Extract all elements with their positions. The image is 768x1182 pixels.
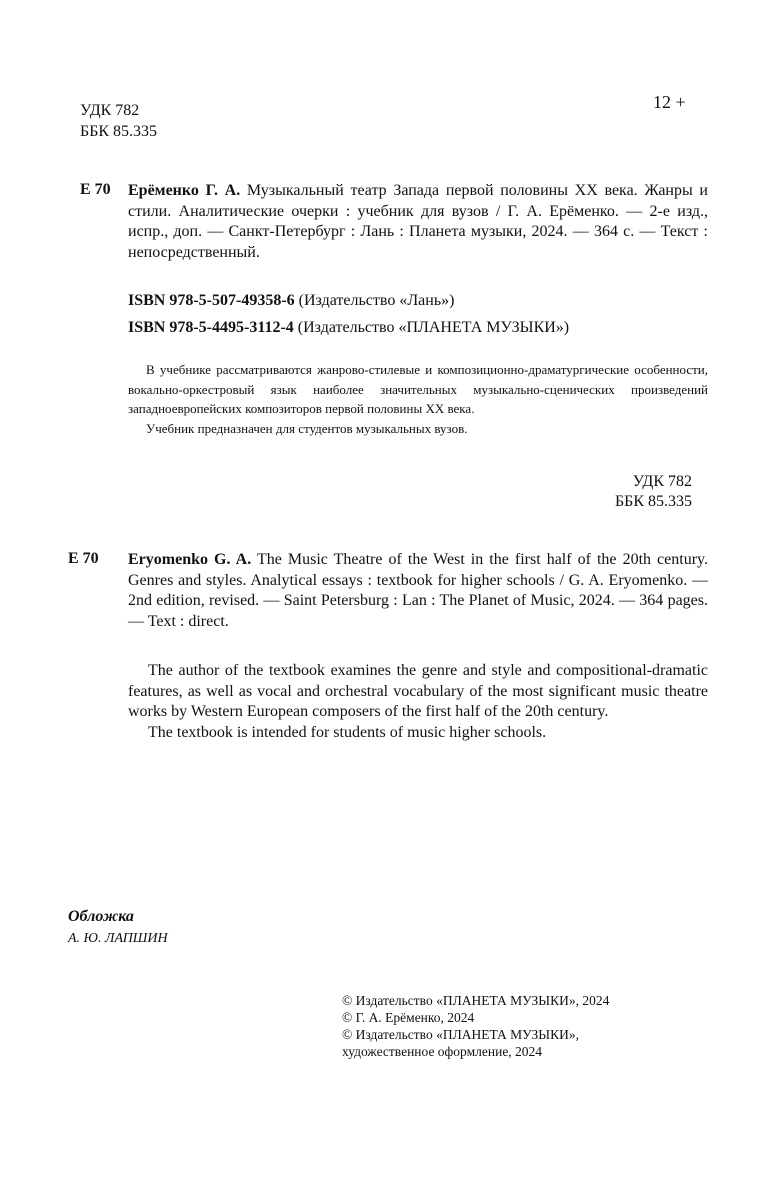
abstract-en-paragraph-1: The author of the textbook examines the genre and style and compositional-dramatic features, as well as vocal and orchestral vocabulary of the most significant music theatre works by Western European composers of the first half of the 20th century.: [128, 662, 708, 720]
abstract-en-paragraph-2: The textbook is intended for students of music higher schools.: [148, 723, 547, 741]
isbn-publisher-1: (Издательство «Лань»): [294, 292, 455, 309]
isbn-number-1: ISBN 978-5-507-49358-6: [128, 292, 295, 309]
isbn-line-2: [128, 318, 569, 338]
copyright-line: © Издательство «ПЛАНЕТА МУЗЫКИ», 2024: [342, 993, 610, 1008]
udk-code-bottom: УДК 782: [632, 473, 692, 490]
bibliographic-entry-en: [128, 550, 708, 632]
abstract-ru-paragraph-1: В учебнике рассматриваются жанрово-стилевые и композиционно-драматургические особенности, вокально-оркестровый язык наиболее значительных музыкально-сценических произведений западноевропейских композиторов первой половины XX века.: [128, 362, 708, 416]
author-en: Eryomenko G. A.: [128, 551, 252, 568]
bbk-code: ББК 85.335: [80, 123, 158, 140]
udk-code: УДК 782: [80, 102, 140, 119]
cover-credit-label: Обложка: [68, 908, 134, 925]
copyright-line: © Издательство «ПЛАНЕТА МУЗЫКИ»,: [342, 1027, 579, 1042]
copyright-line: © Г. А. Ерёменко, 2024: [342, 1010, 475, 1025]
cover-credit-artist: А. Ю. ЛАПШИН: [68, 931, 168, 946]
author-mark-en: E 70: [68, 550, 99, 567]
bbk-code-bottom: ББК 85.335: [614, 493, 692, 510]
abstract-ru-paragraph-2: Учебник предназначен для студентов музыкальных вузов.: [146, 420, 468, 436]
author-mark-ru: Е 70: [80, 181, 111, 198]
entry-text-ru: Музыкальный театр Запада первой половины XX века. Жанры и стили. Аналитические очерки : учебник для вузов / Г. А. Ерёменко. — 2-е изд., испр., доп. — Санкт-Петербург : Лань : Планета музыки, 2024. — 364 с. — Текст : непосредственный.: [128, 182, 708, 261]
copyright-line: художественное оформление, 2024: [342, 1044, 543, 1059]
entry-text-en: The Music Theatre of the West in the first half of the 20th century. Genres and styles. Analytical essays : textbook for higher schools / G. A. Eryomenko. — 2nd edition, revised. — Saint Petersburg : Lan : The Planet of Music, 2024. — 364 pages. — Text : direct.: [128, 551, 708, 630]
classification-top: [80, 100, 157, 142]
isbn-line-1: [128, 291, 454, 311]
author-ru: Ерёменко Г. А.: [128, 182, 241, 199]
abstract-ru: [128, 360, 708, 438]
classification-bottom: [596, 472, 692, 512]
abstract-en: [128, 661, 708, 743]
isbn-number-2: ISBN 978-5-4495-3112-4: [128, 319, 294, 336]
copyright-block: [342, 992, 609, 1060]
isbn-publisher-2: (Издательство «ПЛАНЕТА МУЗЫКИ»): [293, 319, 570, 336]
age-rating: 12 +: [653, 92, 686, 112]
bibliographic-entry-ru: [128, 181, 708, 263]
